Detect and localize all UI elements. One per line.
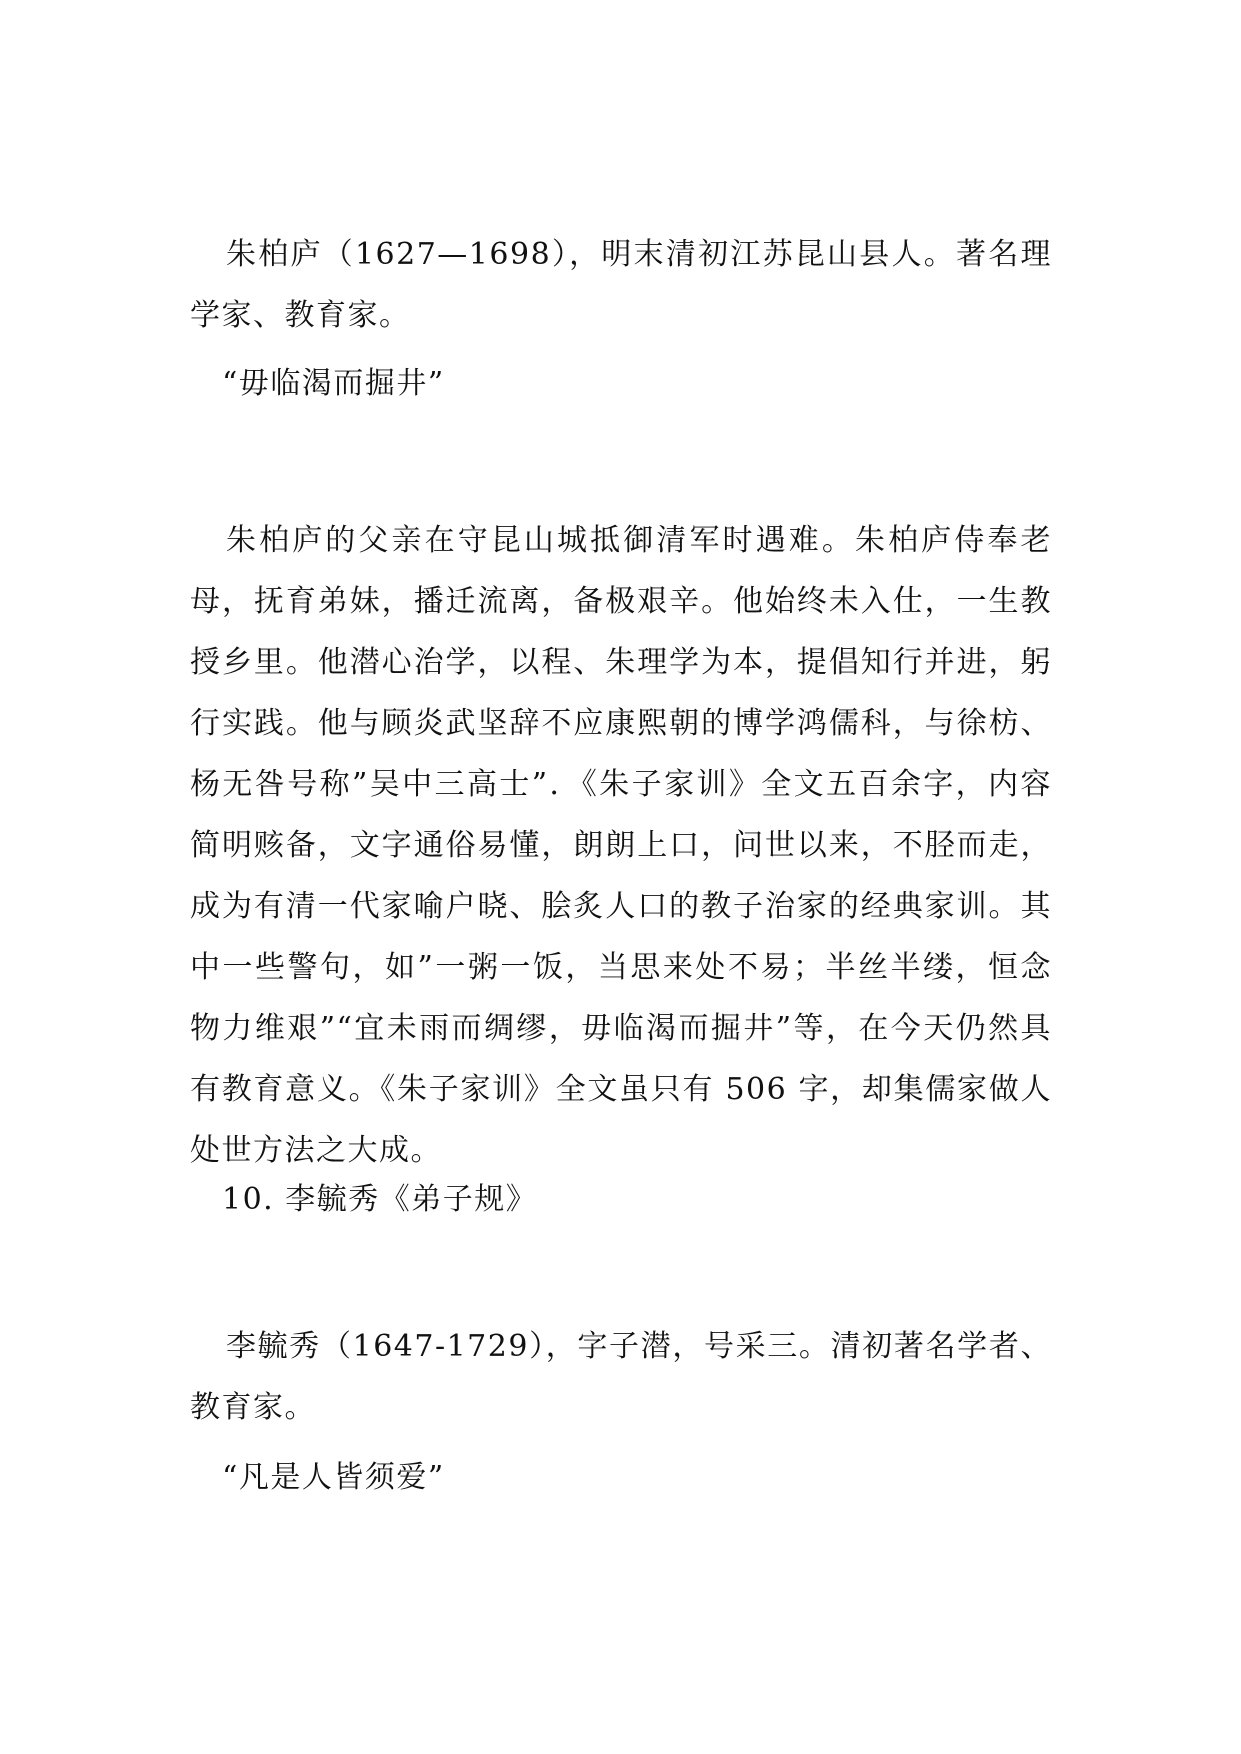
section-heading-dizigui: 10. 李毓秀《弟子规》 <box>222 1182 538 1217</box>
quote-heading-zhu: “毋临渴而掘井” <box>222 366 445 401</box>
quote-heading-li: “凡是人皆须爱” <box>222 1460 445 1495</box>
zhu-bailu-body-paragraph: 朱柏庐的父亲在守昆山城抵御清军时遇难。朱柏庐侍奉老母，抚育弟妹，播迁流离，备极艰辛。他始终未入仕，一生教授乡里。他潜心治学，以程、朱理学为本，提倡知行并进，躬行实践。他与顾炎武坚辞不应康熙朝的博学鸿儒科，与徐枋、杨无咎号称”吴中三高士”．《朱子家训》全文五百余字，内容简明赅备，文字通俗易懂，朗朗上口，问世以来，不胫而走，成为有清一代家喻户晓、脍炙人口的教子治家的经典家训。其中一些警句，如”一粥一饭，当思来处不易；半丝半缕，恒念物力维艰”“宜未雨而绸缪，毋临渴而掘井”等，在今天仍然具有教育意义。《朱子家训》全文虽只有 506 字，却集儒家做人处世方法之大成。 <box>190 523 1052 1168</box>
author-intro-zhu-bailu: 朱柏庐（1627—1698），明末清初江苏昆山县人。著名理学家、教育家。 <box>190 237 1052 333</box>
author-intro-li-yuxiu: 李毓秀（1647-1729），字子潜，号采三。清初著名学者、教育家。 <box>190 1329 1052 1425</box>
